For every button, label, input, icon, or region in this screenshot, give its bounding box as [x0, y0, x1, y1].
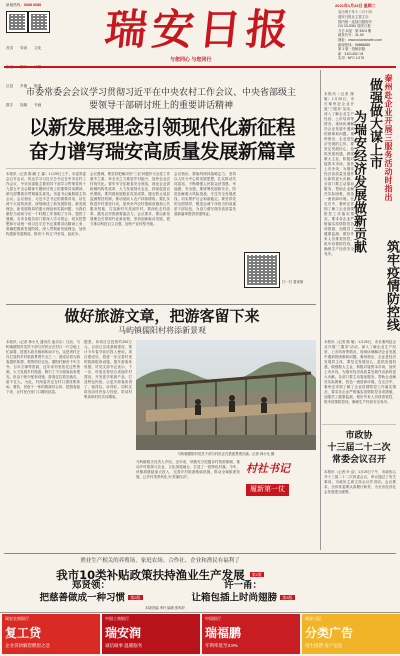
right-body-cont: 本报讯（记者 陈 敏）1月25日，市长秦州赴企业开展“三服务”活动，深入了解企业生产经营、上市培育等情况，现场协调解决企业发展中遇到的困难和问题。秦州指出，企业是经济发展的主体，要坚定发展信心，抢抓发展机遇，做强做大主业，积极对接资本市场，加快上市步伐，为瑞安经济高质量发展作出新的更大贡献。各部门要主动靠前服务，帮助企业解决实际困难，营造一流营商环境。在走访中，秦州还详细了解了企业疫情防控工作落实情况，要求各企业严格落实疫情防控各项措施，加强员工健康监测，做好外来人员排查管控，筑牢疫情防控线，确保生产经营安全有序。 [324, 340, 396, 404]
masthead-menu-item[interactable]: 文化 [34, 46, 42, 50]
masthead-qr-code[interactable] [6, 11, 28, 33]
ad-tagline: 招生招聘 房产信息 [305, 643, 343, 648]
ad-brand: 瑞安农商银行 [5, 616, 29, 621]
left-brief-line1: 郑贤领： [71, 580, 110, 591]
lead-headline-1[interactable]: 以新发展理念引领现代化新征程 [28, 116, 295, 139]
feature-stamp-line2: 履新第一仗 [246, 484, 289, 496]
masthead-menu-item[interactable]: 生活 [6, 65, 14, 69]
ad-tagline: 企业贷款解您燃眉之急 [5, 643, 50, 648]
hotline-label: 新闻热线： [6, 3, 24, 7]
right-brief-line1: 许一甬： [223, 580, 262, 591]
feature-stamp[interactable] [246, 462, 312, 506]
masthead-info-line: CN 33-0051 瑞安日报 [338, 24, 371, 29]
hotline [6, 3, 41, 8]
hotline-number: 6688 6688 [23, 3, 41, 7]
masthead-info-line: 实用 · NFC 1/175 [338, 56, 365, 61]
right-sub-headline-1: 市政协 [345, 431, 373, 441]
feature-stamp-line1: 村社书记 [246, 462, 290, 475]
bottom-headline: 我市10类补贴政策扶持渔业生产发展 [56, 568, 245, 582]
right-kicker: 秦州赴企业开展三服务活动时指出 [384, 74, 393, 202]
feature-headline[interactable]: 做好旅游文章，把游客留下来 [64, 307, 260, 325]
ad-brand: 中国银行 [205, 616, 221, 621]
masthead-menu-item[interactable]: 首页 [6, 46, 14, 50]
ad-tagline: 诚信做事 温暖服务 [105, 643, 143, 648]
bottom-editors: 本版责编 李叶 编辑 张鸣轩 [144, 606, 186, 610]
masthead-info-line: 邮发代号：31-59 [338, 33, 364, 38]
right-sub-headline[interactable] [322, 430, 396, 466]
left-brief-headline: 把慈善做成一种习惯 [39, 592, 125, 604]
feature-body-mid: 据悉，该项目总投资约200万元，目前已完成基础建设，预计今年春节前后投入使用。项目建成后，将进一步完善村里的旅游配套设施，提升游客体验感。村党支部书记表示，下一步，村里还将结合美丽乡村建设，开发更多旅游产品，打造特色民宿，让更多游客来得了、留得住、玩得好。同时还将发动村民参与经营，带动村集体和村民共同增收。 [84, 340, 132, 399]
left-brief-badge: 第2版 [130, 595, 141, 600]
masthead-menu-item[interactable]: 读图 [34, 65, 42, 69]
right-body: 本报讯（记者 陈 敏）1月25日，市长秦州赴企业开展“三服务”活动，深入了解企业生产经营、上市培育等情况，现场协调解决企业发展中遇到的困难和问题。秦州指出，企业是经济发展的主体，要坚定发展信心，抢抓发展机遇，做强做大主业，积极对接资本市场，加快上市步伐，为瑞安经济高质量发展作出新的更大贡献。各部门要主动靠前服务，帮助企业解决实际困难，营造一流营商环境。在走访中，秦州还详细了解了企业疫情防控工作落实情况，要求各企业严格落实疫情防控各项措施，加强员工健康监测，做好外来人员排查管控，筑牢疫情防控线，确保生产经营安全有序。 [324, 92, 354, 256]
lead-qr-caption: 扫一扫 看视频 [282, 280, 304, 284]
masthead-menu-item[interactable]: 区县 [6, 84, 14, 88]
left-brief[interactable] [26, 580, 156, 605]
masthead-info-line: 国内统一连续出版物号 [338, 19, 372, 24]
right-headline-3[interactable]: 筑牢疫情防控线 [384, 240, 399, 331]
masthead-date: 2021年1月26日 星期二 [335, 3, 376, 8]
masthead-info-line: 网址：www.ruianxinwen.com [338, 37, 382, 42]
feature-photo-image [136, 340, 316, 450]
right-sub-body: 本报讯（记者 叶 蓓）1月25日下午，市政协召开十三届二十二次常委会议，审议通过了有关事项。市政协主席主持会议并讲话。会议要求，全体常委要认真履行职责，为全市经济社会发展建言献策。 [324, 470, 396, 494]
masthead-qr-code-2[interactable] [28, 11, 50, 33]
ad-title: 分类广告 [305, 626, 354, 640]
right-sub-headline-3: 常委会议召开 [331, 455, 386, 465]
ad-brand: 中国工商银行 [105, 616, 129, 621]
masthead-menu-item[interactable]: 街道 [34, 84, 42, 88]
ad-title: 瑞福鹏 [205, 626, 242, 640]
lead-body-col1: 本报讯（记者 陈 鹏 王 霖）1月25日上午，市委常委会召开会议，传达学习习近平总书记在中央农村工作会议、中央省部级主要领导干部学习贯彻党的十九届五中全会精神专题研讨班上的重要讲话精神，研究部署我市贯彻落实意见。市委书记麻胜聪主持会议。会议指出，习近平总书记的重要讲话，站在两个大局的高度，深刻阐述了新发展阶段、新发展理念、新发展格局的重大理论和实践问题，为我们做好当前和今后一个时期工作指明了方向、提供了遵循。全市各级各部门要深入学习领会，切实把思想和行动统一到习近平总书记重要讲话精神上来，准确把握新发展阶段，深入贯彻新发展理念，加快构建新发展格局，推动“十四五”开好局、起好步。 [6, 172, 86, 236]
masthead-menu-item[interactable]: 视频 [20, 103, 28, 107]
ad-banner[interactable] [102, 614, 200, 654]
ad-banner[interactable] [202, 614, 300, 654]
right-brief-headline: 让箱包插上时尚翅膀 [191, 592, 277, 604]
ad-brand: 瑞安日报 [305, 616, 321, 621]
right-brief[interactable] [176, 580, 310, 605]
ad-title: 瑞安润 [105, 626, 142, 640]
right-sub-headline-2: 十三届二十二次 [327, 443, 391, 453]
feature-body-right: 马屿镇相关负责人介绍，近年来，该镇充分挖掘各村资源禀赋，推动乡村旅游与农业、文化深度融合，打造了一批特色村落。今年，该镇将继续加大投入，完善乡村旅游基础设施，推动全域旅游发展，让乡村美景转化为“美丽经济”。 [136, 460, 240, 479]
masthead-menu-item[interactable]: 导读 [20, 46, 28, 50]
masthead-menu-item[interactable]: 书画 [34, 103, 42, 107]
ad-title: 复工贷 [5, 626, 42, 640]
lead-body-col2: 会议强调，要坚持把解决好“三农”问题作为全党工作重中之重，举全市之力推进乡村振兴，加快农业农村现代化。要牢牢守住粮食安全底线，深化农业供给侧结构性改革，大力发展现代农业，持续促进农民增收。要巩固拓展脱贫攻坚成果，健全防止返贫监测帮扶机制，推动低收入农户持续增收。要扎实推进乡村建设行动，加快补齐农村基础设施和公共服务短板，打造新时代美丽乡村。要深化农村改革，激发农村资源要素活力。会议要求，要以新发展理念引领现代化新征程，坚持创新驱动发展，着力推动科技自立自强，加快产业转型升级。 [90, 172, 170, 226]
feature-body-left: 本报讯（记者 林小凡 通讯员 池乐乐）日前，马屿镇儒阳村党员干部与村民正在村口一片空地上忙碌着，搭建木质长廊和休闲平台。这是该村正在打造的乡村旅游景观节点之一，建成后将为游客提供休憩、观景的好去处。儒阳村拥有千年古寺、百年古樟等资源，近年来村里依托这些资源，大力发展乡村旅游，吸引了不少游客前来观光。但由于缺少配套设施，游客往往看完就走，留不住人。为此，村两委决定在村口建设集休闲、餐饮、民宿于一体的旅游综合体，把游客留下来，让村民在家门口增收致富。 [6, 340, 80, 394]
right-brief-line2 [176, 592, 310, 605]
feature-photo-caption: 马屿镇儒阳村党员干部与村民正在搭建景观长廊。记者 林小凡 摄 [177, 452, 275, 456]
right-headline-2[interactable]: 为瑞安经济发展做新贡献 [351, 110, 366, 253]
right-headline-1[interactable]: 做强做大谋上市 [367, 78, 382, 169]
masthead-menu-item[interactable]: 数字 [6, 103, 14, 107]
masthead-lunar: 农历庚子年十二月十四 [338, 10, 372, 14]
feature-photo[interactable] [136, 340, 316, 450]
bottom-kicker: 渔业生产相关的养殖场、家庭农场、合作社、企业和渔民有福利了 [80, 558, 240, 564]
masthead-info-line: 今日 8 版 · 第 3924 期 [338, 28, 372, 33]
lead-headline-2[interactable]: 奋力谱写瑞安高质量发展新篇章 [28, 140, 295, 163]
masthead-info-line: 瑞安日报社主管主办 [338, 15, 369, 19]
masthead-info [338, 15, 396, 61]
masthead-slogan: 与您同心 与您同行 [170, 57, 212, 63]
masthead-info-line: 新 · 3101452 / M [338, 51, 364, 56]
left-brief-line2 [26, 592, 156, 605]
lead-pre-headline: 市委常委会会议学习贯彻习近平在中央农村工作会议、中央省部级主要领导干部研讨班上的重要讲话精神 [25, 87, 296, 110]
masthead-title: 瑞安日报 [102, 5, 296, 54]
feature-subhead: 马屿镇儒阳村将添新景观 [118, 326, 206, 335]
bottom-headline-badge: 第2版 [251, 571, 262, 577]
ad-banner[interactable] [302, 614, 400, 654]
lead-body-col3: 会议指出，要始终保持战略定力，坚持以人民为中心的发展思想，扎实推动共同富裕，不断增强人民群众获得感、幸福感、安全感。要统筹发展和安全，防范化解重大风险挑战，守住安全发展底线，切实维护社会和谐稳定。要坚持党的全面领导，锻造忠诚干净担当的高素质干部队伍，为奋力谱写瑞安高质量发展新篇章提供坚强保证。 [174, 172, 236, 216]
masthead-menu-item[interactable]: 乡镇 [20, 84, 28, 88]
masthead-info-line: 新闻热线：66886688 [338, 42, 371, 47]
ad-banner[interactable] [2, 614, 100, 654]
masthead-info-line: 第 1 版 · 投稿信箱 [338, 47, 366, 52]
ad-strip [0, 614, 400, 656]
masthead-menu-item[interactable]: 数字 [20, 65, 28, 69]
ad-tagline: 年利率低至3.8% [205, 643, 238, 648]
right-brief-badge: 第3版 [282, 595, 293, 600]
lead-qr-code[interactable] [244, 252, 280, 288]
